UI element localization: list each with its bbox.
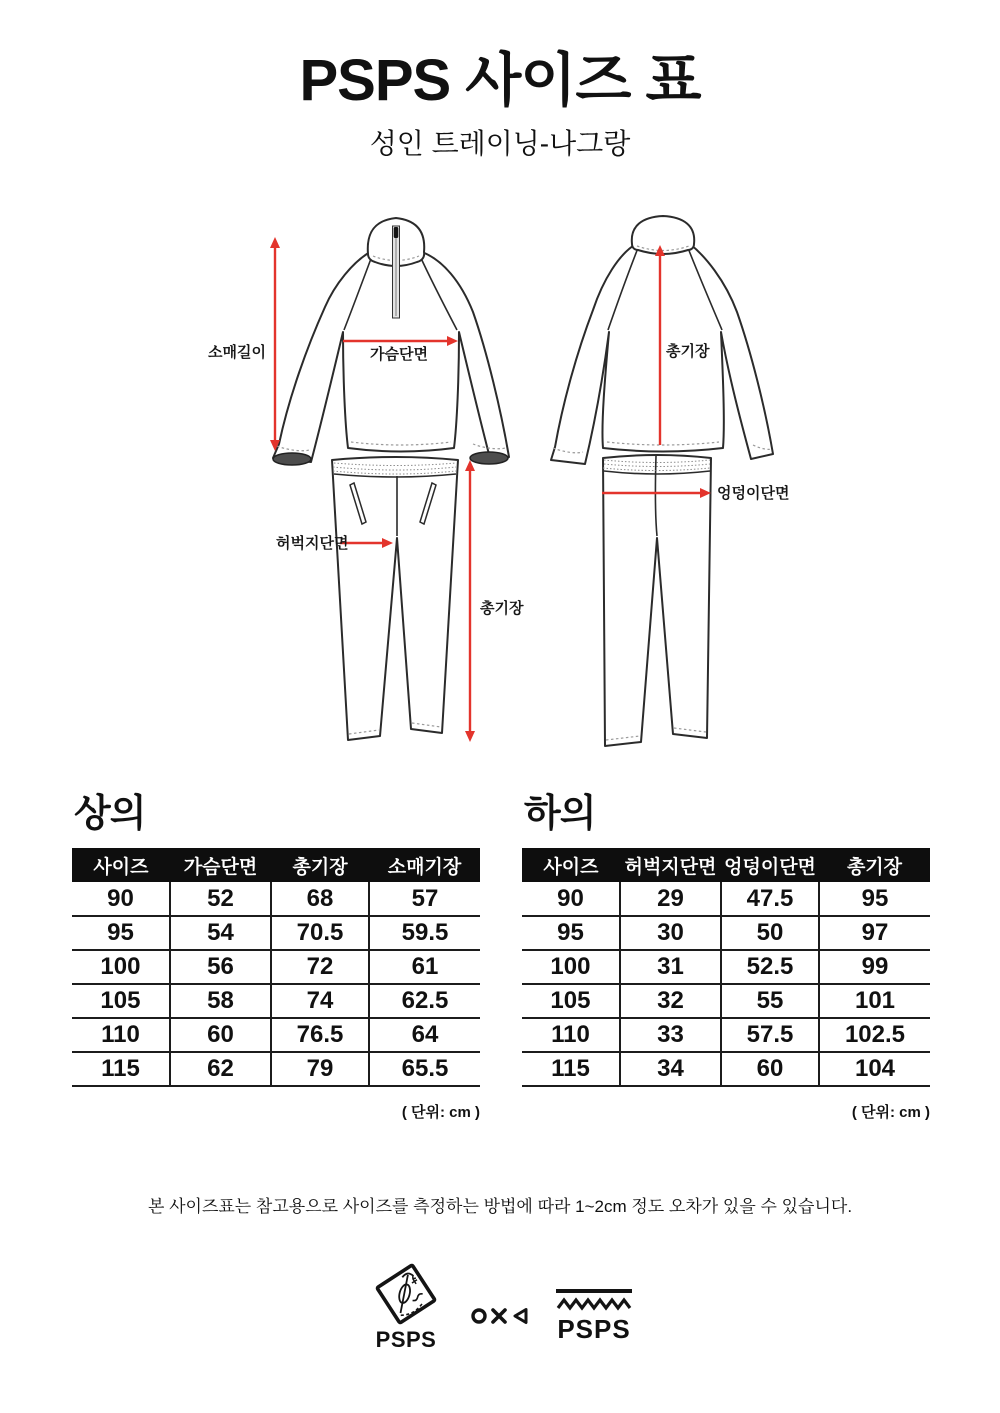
table-cell: 99 [819,950,930,984]
table-cell: 30 [620,916,721,950]
table-cell: 31 [620,950,721,984]
table-row [522,1018,930,1052]
table-cell: 105 [522,984,620,1018]
table-cell: 115 [522,1052,620,1086]
top-table-heading: 상의 [74,793,146,835]
table-row [72,916,480,950]
bottom-total-length-label: 총기장 [480,600,524,617]
chest-width-label: 가슴단면 [370,346,428,363]
wordmark-logo-text: PSPS [557,1314,631,1344]
table-cell: 29 [620,882,721,916]
top-table-header-row [72,848,480,882]
table-cell: 101 [819,984,930,1018]
table-cell: 52 [170,882,271,916]
table-cell: 54 [170,916,271,950]
table-cell: 64 [369,1018,480,1052]
table-cell: 50 [721,916,819,950]
table-cell: 72 [271,950,369,984]
table-cell: 90 [522,882,620,916]
table-cell: 95 [72,916,170,950]
table-cell: 65.5 [369,1052,480,1086]
stamp-logo-text: PSPS [375,1327,437,1352]
table-cell: 70.5 [271,916,369,950]
table-cell: 56 [170,950,271,984]
column-header: 사이즈 [72,848,170,882]
table-cell: 105 [72,984,170,1018]
bottom-size-table-section [522,795,930,1122]
table-cell: 57.5 [721,1018,819,1052]
circle-x-triangle-icon [470,1302,530,1328]
table-row [72,1052,480,1086]
table-cell: 79 [271,1052,369,1086]
column-header: 총기장 [271,848,369,882]
bottom-size-table [522,848,930,1087]
page-subtitle: 성인 트레이닝-나그랑 [369,128,631,159]
table-cell: 76.5 [271,1018,369,1052]
table-row [72,984,480,1018]
table-cell: 52.5 [721,950,819,984]
top-size-table [72,848,480,1087]
top-size-table-section [72,795,480,1122]
column-header: 가슴단면 [170,848,271,882]
table-cell: 102.5 [819,1018,930,1052]
column-header: 소매기장 [369,848,480,882]
hip-width-label: 엉덩이단면 [717,485,790,502]
column-header: 사이즈 [522,848,620,882]
column-header: 총기장 [819,848,930,882]
table-cell: 58 [170,984,271,1018]
table-cell: 68 [271,882,369,916]
page-title: PSPS 사이즈 표 [299,48,701,113]
table-cell: 100 [522,950,620,984]
table-cell: 59.5 [369,916,480,950]
table-cell: 95 [522,916,620,950]
front-jacket-drawing [265,212,515,470]
table-row [522,950,930,984]
table-cell: 34 [620,1052,721,1086]
table-cell: 60 [721,1052,819,1086]
sleeve-length-label: 소매길이 [208,344,266,361]
table-cell: 47.5 [721,882,819,916]
table-cell: 61 [369,950,480,984]
table-cell: 110 [72,1018,170,1052]
table-cell: 115 [72,1052,170,1086]
table-row [72,950,480,984]
table-cell: 74 [271,984,369,1018]
front-pants-drawing [328,452,468,752]
table-row [522,1052,930,1086]
table-cell: 104 [819,1052,930,1086]
bottom-unit-note: ( 단위: cm ) [851,1104,930,1121]
table-cell: 95 [819,882,930,916]
bottom-table-header-row [522,848,930,882]
top-unit-note: ( 단위: cm ) [401,1104,480,1121]
wordmark-logo [556,1288,632,1345]
disclaimer-note: 본 사이즈표는 참고용으로 사이즈를 측정하는 방법에 따라 1~2cm 정도 오차가 있을 수 있습니다. [147,1197,853,1216]
column-header: 엉덩이단면 [721,848,819,882]
bottom-table-heading: 하의 [524,793,596,835]
table-row [522,984,930,1018]
table-row [72,882,480,916]
table-row [522,882,930,916]
table-cell: 62 [170,1052,271,1086]
table-cell: 32 [620,984,721,1018]
table-cell: 97 [819,916,930,950]
stamp-logo-icon [368,1263,444,1329]
table-cell: 60 [170,1018,271,1052]
wordmark-lines-icon [556,1288,632,1313]
back-pants-drawing [595,450,725,752]
table-cell: 110 [522,1018,620,1052]
table-cell: 57 [369,882,480,916]
table-cell: 33 [620,1018,721,1052]
table-row [522,916,930,950]
footer-logos [0,1263,1000,1353]
table-cell: 90 [72,882,170,916]
table-cell: 55 [721,984,819,1018]
top-total-length-label: 총기장 [666,343,710,360]
table-cell: 62.5 [369,984,480,1018]
thigh-width-label: 허벅지단면 [276,535,349,552]
stamp-logo [368,1263,444,1353]
table-row [72,1018,480,1052]
column-header: 허벅지단면 [620,848,721,882]
back-jacket-drawing [545,212,790,470]
table-cell: 100 [72,950,170,984]
